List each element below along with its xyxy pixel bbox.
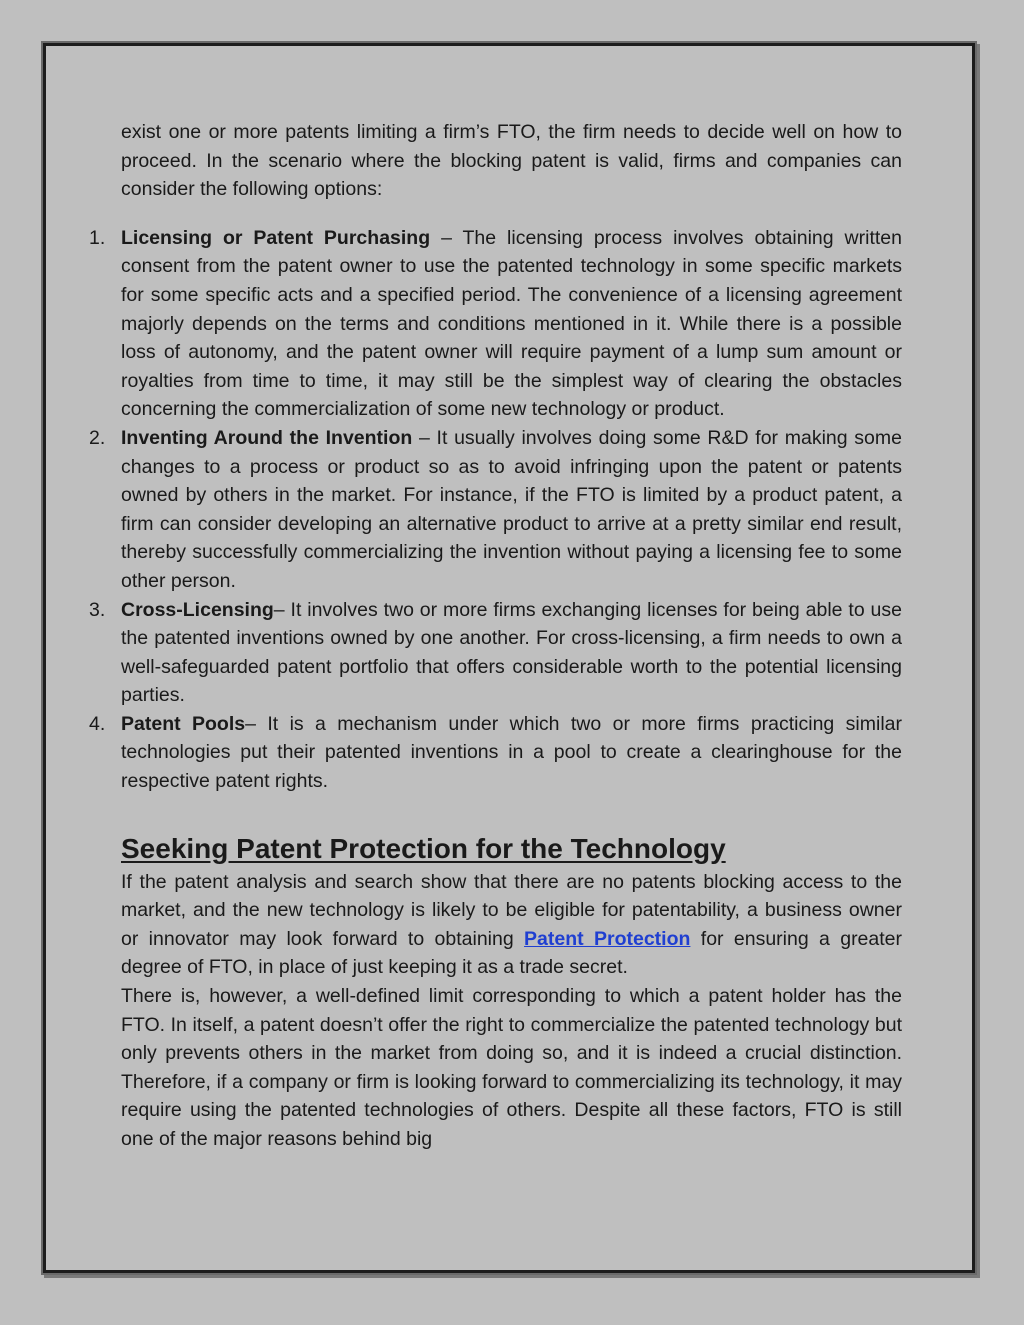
list-item [89, 424, 902, 596]
list-number: 2. [89, 426, 106, 449]
list-item [89, 224, 902, 424]
list-number: 1. [89, 226, 106, 249]
section-paragraph-1 [121, 868, 902, 982]
list-text: – It involves two or more firms exchanging licenses for being able to use the patented inventions owned by one another. For cross-licensing, a firm needs to own a well-safeguarded patent portfolio that offers considerable worth to the potential licensing parties. [121, 598, 902, 707]
document-content [89, 118, 903, 1154]
list-number: 3. [89, 598, 106, 621]
paragraph-text: If the patent analysis and search show that there are no patents blocking access to the market, and the new technology is likely to be eligible for patentability, a business owner or innovator may look forward to obtaining [121, 870, 902, 950]
list-item [89, 596, 902, 710]
list-text: – It usually involves doing some R&D for making some changes to a process or product so as to avoid infringing upon the patent or patents owned by others in the market. For instance, if the FTO is limited by a product patent, a firm can consider developing an alternative product to arrive at a pretty similar end result, thereby successfully commercializing the invention without paying a licensing fee to some other person. [121, 426, 902, 592]
list-text: – The licensing process involves obtaining written consent from the patent owner to use the patented technology in some specific markets for some specific acts and a specified period. The convenience of a licensing agreement majorly depends on the terms and conditions mentioned in it. While there is a possible loss of autonomy, and the patent owner will require payment of a lump sum amount or royalties from time to time, it may still be the simplest way of clearing the obstacles concerning the commercialization of some new technology or product. [121, 226, 902, 421]
list-term: Patent Pools [121, 712, 246, 735]
list-text: – It is a mechanism under which two or more firms practicing similar technologies put their patented inventions in a pool to create a clearinghouse for the respective patent rights. [121, 712, 903, 793]
patent-protection-link[interactable]: Patent Protection [524, 927, 691, 950]
options-list [89, 224, 903, 796]
intro-paragraph: exist one or more patents limiting a firm’s FTO, the firm needs to decide well on how to proceed. In the scenario where the blocking patent is valid, firms and companies can consider the following options: [121, 121, 902, 201]
list-term: Cross-Licensing [121, 598, 274, 621]
list-item [89, 710, 903, 796]
list-number: 4. [89, 712, 106, 735]
list-term: Licensing or Patent Purchasing [121, 226, 431, 249]
list-term: Inventing Around the Invention [121, 426, 413, 449]
section-heading: Seeking Patent Protection for the Technology [121, 832, 726, 864]
paragraph-text: for ensuring a greater degree of FTO, in place of just keeping it as a trade secret. [121, 927, 903, 979]
section-paragraph-2: There is, however, a well-defined limit corresponding to which a patent holder has the FTO. In itself, a patent doesn’t offer the right to commercialize the patented technology but only prevents others in the market from doing so, and it is indeed a crucial distinction. Therefore, if a company or firm is looking forward to commercializing its technology, it may require using the patented technologies of others. Despite all these factors, FTO is still one of the major reasons behind big [121, 985, 902, 1150]
